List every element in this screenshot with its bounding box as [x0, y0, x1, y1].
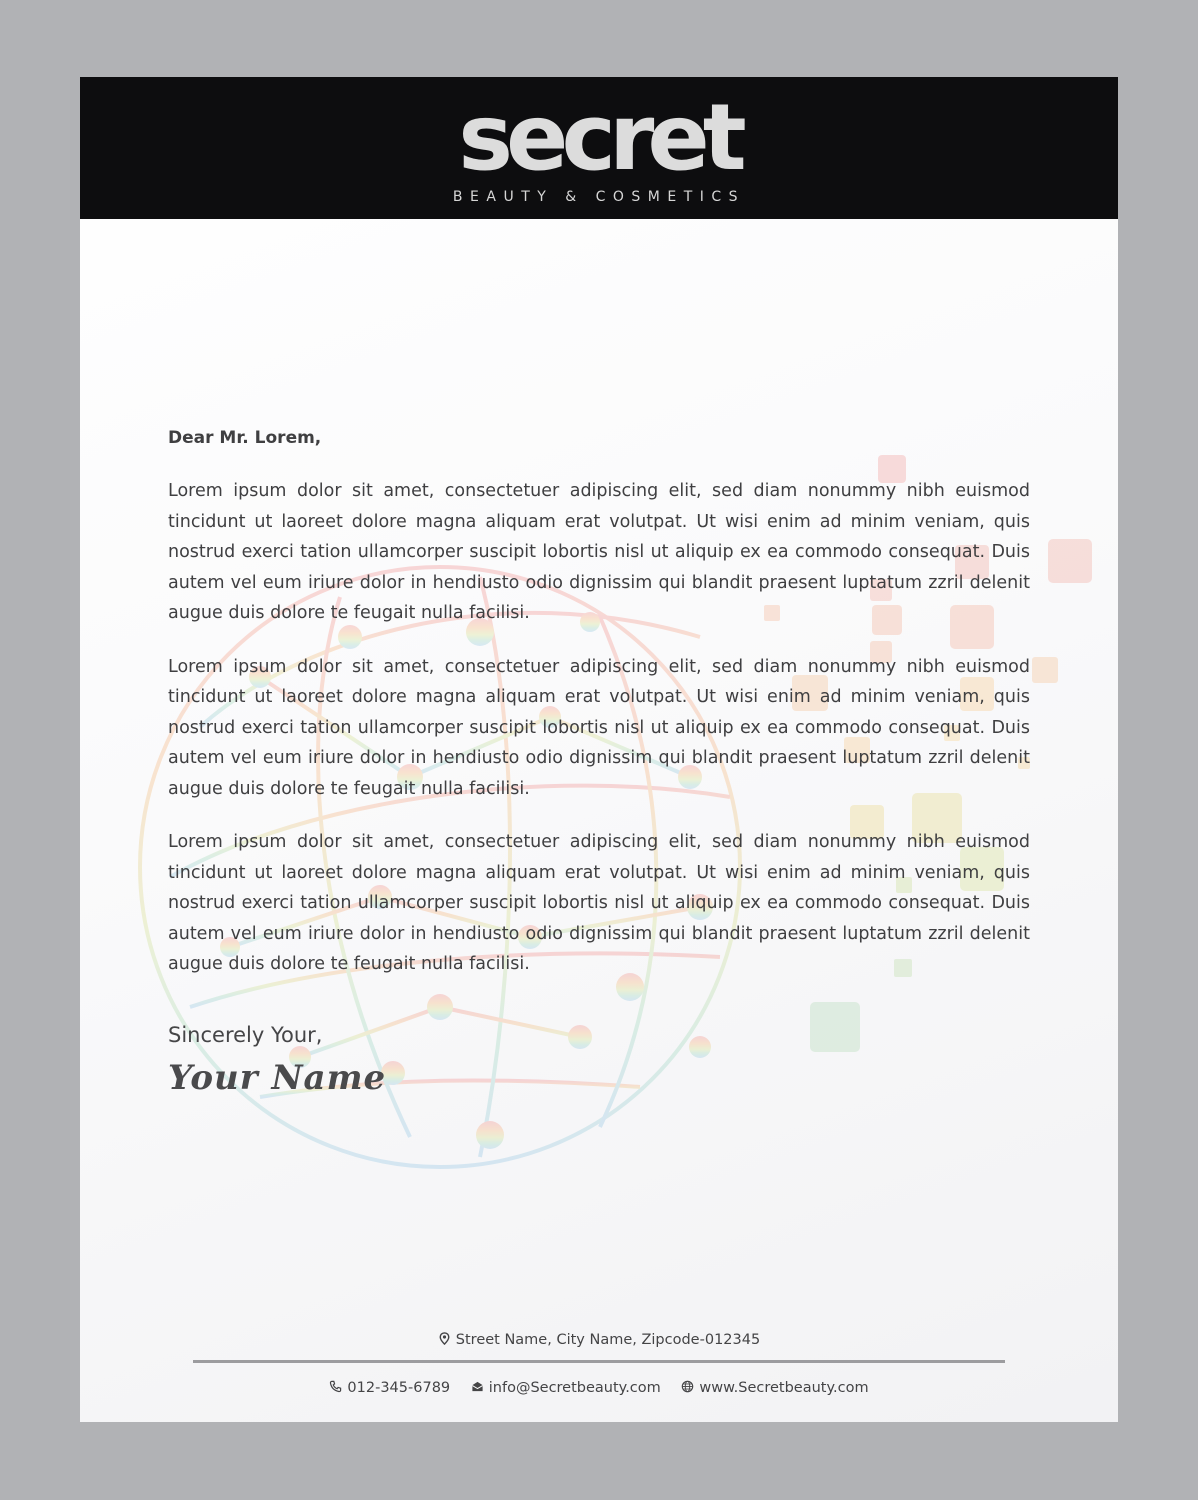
phone-icon: [329, 1380, 342, 1393]
location-pin-icon: [438, 1332, 451, 1345]
signature: Your Name: [168, 1057, 387, 1098]
salutation: Dear Mr. Lorem,: [168, 428, 322, 448]
letterhead-sheet: [80, 77, 1118, 1422]
contact-email: [471, 1377, 661, 1399]
header-band: [80, 77, 1118, 219]
contact-phone: [329, 1377, 450, 1399]
address-text: Street Name, City Name, Zipcode-012345: [455, 1332, 761, 1348]
email-text: info@Secretbeauty.com: [488, 1380, 661, 1396]
contact-website: [681, 1377, 868, 1399]
website-text: www.Secretbeauty.com: [699, 1380, 869, 1396]
closing-line: Sincerely Your,: [168, 1022, 323, 1047]
brand-tagline: BEAUTY & COSMETICS: [452, 189, 746, 205]
footer-divider: [193, 1360, 1005, 1363]
letter-body: [168, 424, 1030, 1100]
footer-address: [80, 1329, 1118, 1351]
letter-paragraph: Lorem ipsum dolor sit amet, consectetuer adipiscing elit, sed diam nonummy nibh euismod tincidunt ut laoreet dolore magna aliquam erat volutpat. Ut wisi enim ad minim veniam, quis nostrud exerci tation ullamcorper suscipit lobortis nisl ut aliquip ex ea commodo consequat. Duis autem vel eum iriure dolor in hendiusto odio dignissim qui blandit praesent luptatum zzril delenit augue duis dolore te feugait nulla facilisi.: [168, 481, 1030, 623]
phone-text: 012-345-6789: [347, 1380, 451, 1396]
letter-paragraph: Lorem ipsum dolor sit amet, consectetuer adipiscing elit, sed diam nonummy nibh euismod tincidunt ut laoreet dolore magna aliquam erat volutpat. Ut wisi enim ad minim veniam, quis nostrud exerci tation ullamcorper suscipit lobortis nisl ut aliquip ex ea commodo consequat. Duis autem vel eum iriure dolor in hendiusto odio dignissim qui blandit praesent luptatum zzril delenit augue duis dolore te feugait nulla facilisi.: [168, 832, 1030, 974]
letter-paragraph: Lorem ipsum dolor sit amet, consectetuer adipiscing elit, sed diam nonummy nibh euismod tincidunt ut laoreet dolore magna aliquam erat volutpat. Ut wisi enim ad minim veniam, quis nostrud exerci tation ullamcorper suscipit lobortis nisl ut aliquip ex ea commodo consequat. Duis autem vel eum iriure dolor in hendiusto odio dignissim qui blandit praesent luptatum zzril delenit augue duis dolore te feugait nulla facilisi.: [168, 656, 1030, 799]
envelope-icon: [471, 1380, 484, 1393]
footer-contacts: [80, 1377, 1118, 1399]
globe-icon: [681, 1380, 694, 1393]
brand-logo-wordmark: secret: [458, 84, 740, 191]
